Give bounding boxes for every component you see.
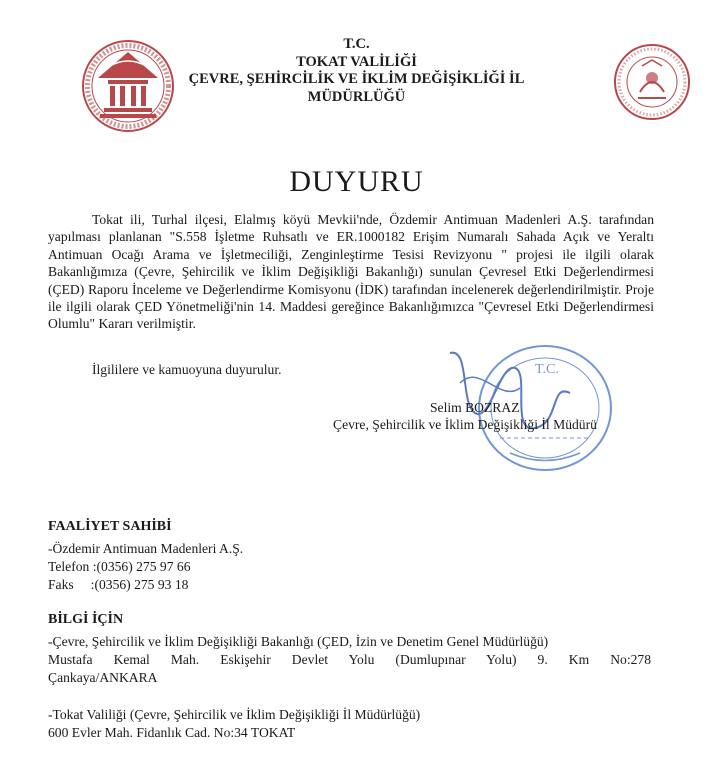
faaliyet-heading: FAALİYET SAHİBİ (48, 519, 172, 534)
faaliyet-phone: Telefon :(0356) 275 97 66 (48, 559, 191, 574)
bilgi-governorate-address: 600 Evler Mah. Fidanlık Cad. No:34 TOKAT (48, 725, 296, 740)
bilgi-ministry-address-2: Çankaya/ANKARA (48, 670, 158, 685)
announcement-body: Tokat ili, Turhal ilçesi, Elalmış köyü Mevkii'nde, Özdemir Antimuan Madenleri A.Ş. tarafından yapılması planlanan "S.558 İşletme Ruhsatlı ve ER.1000182 Erişim Numaralı Sahada Açık ve Yeraltı Antimuan Ocağı Arama ve İşletmeciliği, Zenginleştirme Tesisi Revizyonu " projesi ile ilgili olarak Bakanlığımıza (Çevre, Şehircilik ve İklim Değişikliği Bakanlığı) sunulan Çevresel Etki Değerlendirmesi (ÇED) Raporu İnceleme ve Değerlendirme Komisyonu (İDK) tarafından incelenerek değerlendirilmiştir. Proje ile ilgili olarak ÇED Yönetmeliği'nin 14. Maddesi gereğince Bakanlığımızca "Çevresel Etki Değerlendirmesi Olumlu" Kararı verilmiştir. (48, 212, 654, 332)
bilgi-governorate: -Tokat Valiliği (Çevre, Şehircilik ve İklim Değişikliği İl Müdürlüğü) (48, 707, 421, 722)
letterhead (0, 36, 713, 106)
closing-line: İlgililere ve kamuoyuna duyurulur. (92, 362, 282, 377)
header-line-1: T.C. (343, 36, 370, 52)
signatory-name: Selim BOZRAZ (430, 400, 520, 415)
bilgi-ministry-address-1: Mustafa Kemal Mah. Eskişehir Devlet Yolu (Dumlupınar Yolu) 9. Km No:278 (48, 652, 651, 667)
faaliyet-company: -Özdemir Antimuan Madenleri A.Ş. (48, 541, 244, 556)
faaliyet-fax: Faks :(0356) 275 93 18 (48, 577, 189, 592)
header-line-3: ÇEVRE, ŞEHİRCİLİK VE İKLİM DEĞİŞİKLİĞİ İL (188, 71, 525, 87)
header-line-2: TOKAT VALİLİĞİ (296, 53, 417, 70)
bilgi-heading: BİLGİ İÇİN (48, 612, 124, 627)
bilgi-ministry: -Çevre, Şehircilik ve İklim Değişikliği Bakanlığı (ÇED, İzin ve Denetim Genel Müdürlüğü) (48, 634, 549, 649)
header-line-4: MÜDÜRLÜĞÜ (307, 88, 406, 105)
document-title: DUYURU (289, 165, 424, 198)
signatory-title: Çevre, Şehircilik ve İklim Değişikliği İl Müdürü (333, 417, 597, 432)
stamp-text: T.C. (535, 362, 559, 377)
